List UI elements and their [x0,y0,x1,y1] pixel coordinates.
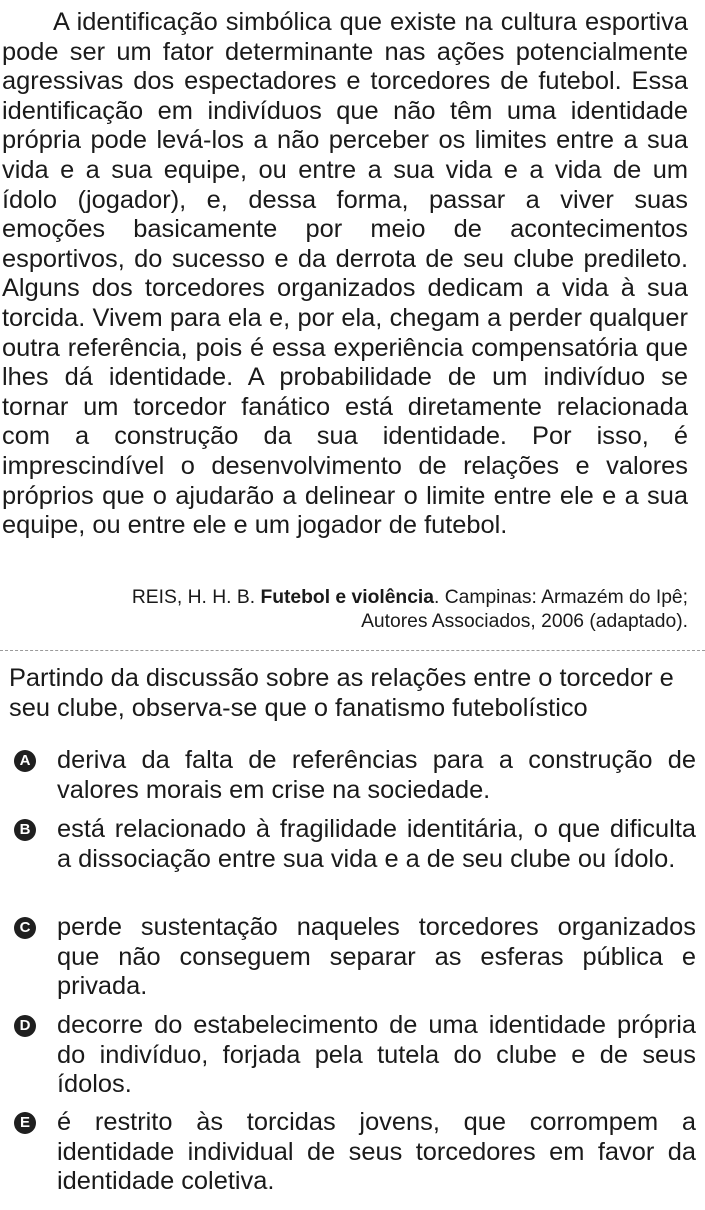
option-c-text: perde sustentação naqueles torcedores organizados que não conseguem separar as esferas pública e privada. [57,913,696,1001]
option-a-badge: A [14,750,36,772]
option-b-text: está relacionado à fragilidade identitária, o que dificulta a dissociação entre sua vida e a de seu clube ou ídolo. [57,815,696,873]
option-b-badge: B [14,819,36,841]
citation-line-2: Autores Associados, 2006 (adaptado). [361,611,688,632]
option-a-text: deriva da falta de referências para a construção de valores morais em crise na sociedade. [57,746,696,804]
option-d-badge: D [14,1015,36,1037]
citation-publisher: . Campinas: Armazém do Ipê; [434,587,688,608]
question-stem: Partindo da discussão sobre as relações entre o torcedor e seu clube, observa-se que o fanatismo futebolístico [9,664,674,722]
section-divider [0,650,705,651]
citation-title: Futebol e violência [260,587,435,608]
citation-author: REIS, H. H. B. [131,587,256,608]
option-c-badge: C [14,917,36,939]
option-e-text: é restrito às torcidas jovens, que corrompem a identidade individual de seus torcedores em favor da identidade coletiva. [57,1108,696,1196]
passage-text: A identificação simbólica que existe na cultura esportiva pode ser um fator determinante nas ações potencialmente agressivas dos espectadores e torcedores de futebol. Essa identificação em indivíduos que não têm uma identidade própria pode levá-los a não perceber os limites entre a sua vida e a sua equipe, ou entre a sua vida e a vida de um ídolo (jogador), e, dessa forma, passar a viver suas emoções basicamente por meio de acontecimentos esportivos, do sucesso e da derrota de seu clube predileto. Alguns dos torcedores organizados dedicam a vida à sua torcida. Vivem para ela e, por ela, chegam a perder qualquer outra referência, pois é essa experiência compensatória que lhes dá identidade. A probabilidade de um indivíduo se tornar um torcedor fanático está diretamente relacionada com a construção da sua identidade. Por isso, é imprescindível o desenvolvimento de relações e valores próprios que o ajudarão a delinear o limite entre ele e a sua equipe, ou entre ele e um jogador de futebol. [2,8,688,540]
option-d-text: decorre do estabelecimento de uma identidade própria do indivíduo, forjada pela tutela do clube e de seus ídolos. [57,1011,696,1099]
citation [28,586,688,634]
option-e-badge: E [14,1112,36,1134]
